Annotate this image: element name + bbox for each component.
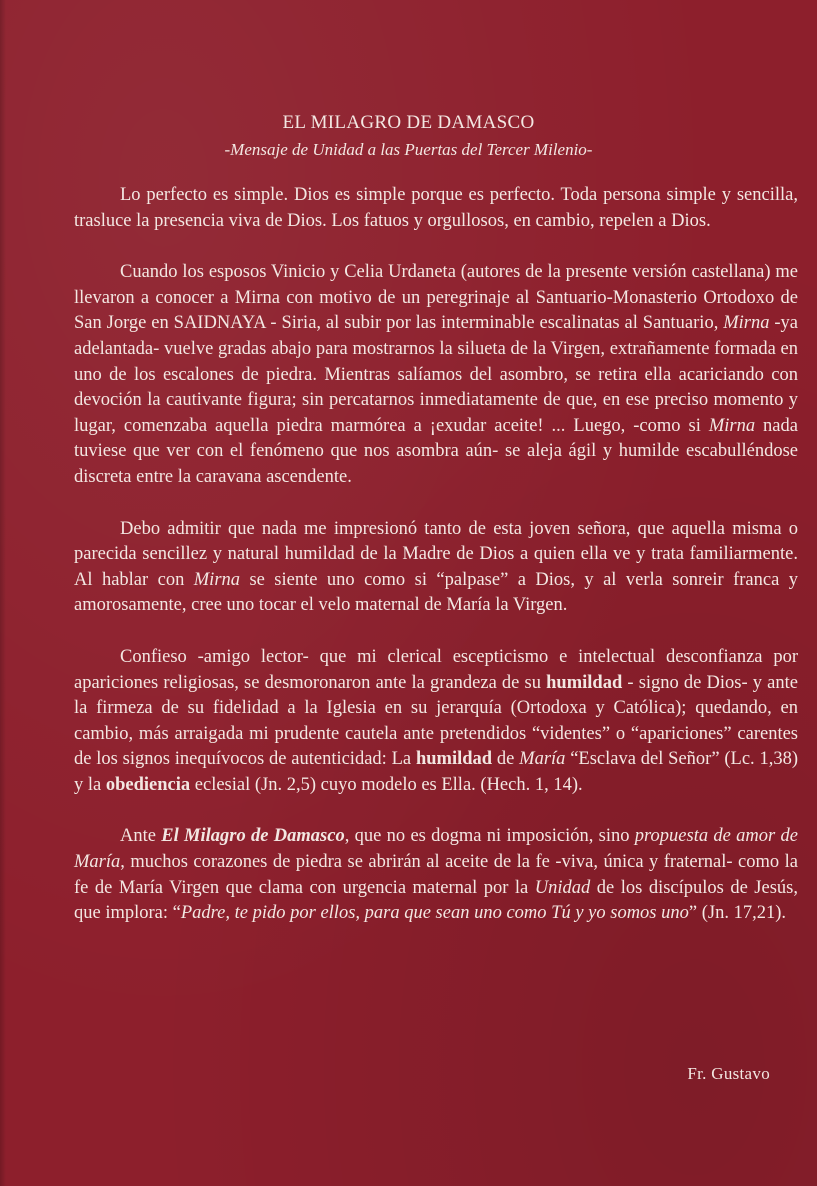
paragraph-4-text: - signo de Dios- y ante la firmeza de su fidelidad a la Iglesia en su jerarquía (Ortodoxa y Católica); quedando, en cambio, más arraigada mi prudente cautela ante pretendidos “videntes” o “apariciones” carentes de los signos inequívocos de autenticidad: La [74,672,798,770]
paragraph-5-text: Ante [120,826,162,847]
paragraph-5-text: de los discípulos de Jesús, que implora: “ [74,877,798,924]
paragraph-4 [74,645,798,799]
emphasis-obediencia: obediencia [105,774,191,795]
paragraph-4-text: de [492,749,520,770]
paragraph-3 [74,517,798,619]
name-maria: María [519,749,566,770]
paragraph-2-text: nada tuviese que ver con el fenómeno que nos asombra aún- se aleja ágil y humilde escabulléndose discreta entre la caravana ascendente. [74,415,798,487]
book-title-reference: El Milagro de Damasco [161,826,345,847]
document-body [74,183,798,927]
paragraph-4-text: eclesial (Jn. 2,5) cuyo modelo es Ella. (Hech. 1, 14). [190,774,583,795]
paragraph-4-text: Confieso -amigo lector- que mi clerical escepticismo e intelectual desconfianza por apariciones religiosas, se desmoronaron ante la grandeza de su [74,646,798,693]
paragraph-5-text: , que no es dogma ni imposición, sino [344,826,635,847]
name-mirna: Mirna [723,313,770,334]
paragraph-2-text: -ya adelantada- vuelve gradas abajo para mostrarnos la silueta de la Virgen, extrañamente formada en uno de los escalones de piedra. Mientras salíamos del asombro, se retira ella acariciando con devoción la cautivante figura; sin percatarnos inmediatamente de que, en ese preciso momento y lugar, comenzaba aquella piedra marmórea a ¡exudar aceite! ... Luego, -como si [74,313,798,436]
paragraph-2 [74,260,798,490]
paragraph-3-text: Debo admitir que nada me impresionó tanto de esta joven señora, que aquella misma o parecida sencillez y natural humildad de la Madre de Dios a quien ella ve y trata familiarmente. Al hablar con [74,518,798,590]
name-mirna: Mirna [708,415,756,436]
paragraph-1-text: Lo perfecto es simple. Dios es simple porque es perfecto. Toda persona simple y sencilla, trasluce la presencia viva de Dios. Los fatuos y orgullosos, en cambio, repelen a Dios. [74,185,798,231]
signature: Fr. Gustavo [687,1064,770,1083]
scripture-quote: Padre, te pido por ellos, para que sean uno como Tú y yo somos uno [180,903,689,924]
paragraph-3-text: se siente uno como si “palpase” a Dios, y al verla sonreir franca y amorosamente, cree uno tocar el velo maternal de María la Virgen. [74,569,799,616]
emphasis-humildad: humildad [415,749,493,770]
emphasis-unidad: Unidad [534,877,591,898]
emphasis-propuesta: propuesta de amor de María [74,826,798,873]
page-edge-shadow [0,0,6,1186]
paragraph-5-text: , muchos corazones de piedra se abrirán al aceite de la fe -viva, única y fraternal- como la fe de María Virgen que clama con urgencia maternal por la [74,852,798,898]
emphasis-humildad: humildad [546,672,623,693]
paragraph-5-text: ” (Jn. 17,21). [688,903,786,924]
document-title: EL MILAGRO DE DAMASCO [282,112,535,133]
paragraph-2-text: Cuando los esposos Vinicio y Celia Urdaneta (autores de la presente versión castellana) me llevaron a conocer a Mirna con motivo de un peregrinaje al Santuario-Monasterio Ortodoxo de San Jorge en SAIDNAYA - Siria, al subir por las interminable escalinatas al Santuario, [74,262,798,334]
name-mirna: Mirna [193,569,241,590]
paragraph-5 [74,824,798,926]
document-subtitle: -Mensaje de Unidad a las Puertas del Tercer Milenio- [224,140,593,159]
paragraph-1 [74,183,798,234]
paragraph-4-text: “Esclava del Señor” (Lc. 1,38) y la [74,749,799,795]
